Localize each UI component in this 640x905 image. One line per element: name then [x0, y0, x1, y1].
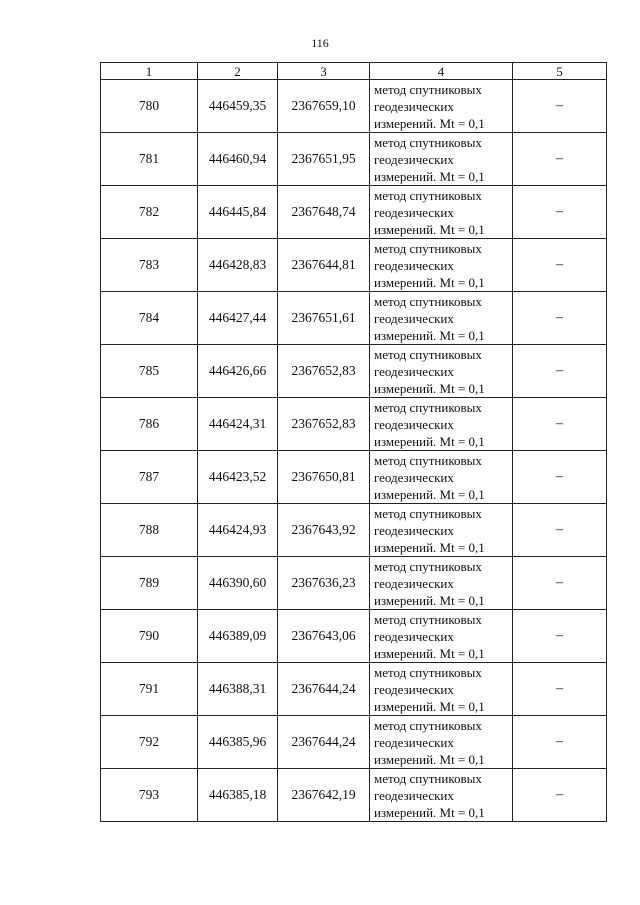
method-line: метод спутниковых: [374, 558, 482, 574]
method-cell: [370, 557, 513, 610]
method-line: измерений. Mt = 0,1: [374, 274, 485, 290]
x-coordinate-cell: 446427,44: [198, 292, 278, 345]
method-cell: [370, 186, 513, 239]
method-line: геодезических: [374, 628, 454, 644]
note-cell: –: [513, 292, 607, 345]
header-col-2: 2: [198, 63, 278, 80]
method-line: измерений. Mt = 0,1: [374, 380, 485, 396]
x-coordinate-cell: 446459,35: [198, 80, 278, 133]
method-line: геодезических: [374, 681, 454, 697]
header-col-1: 1: [101, 63, 198, 80]
method-line: измерений. Mt = 0,1: [374, 804, 485, 820]
method-cell: [370, 610, 513, 663]
table-row: [101, 716, 607, 769]
method-line: измерений. Mt = 0,1: [374, 115, 485, 131]
method-line: измерений. Mt = 0,1: [374, 221, 485, 237]
y-coordinate-cell: 2367648,74: [278, 186, 370, 239]
table-body: [101, 80, 607, 822]
y-coordinate-cell: 2367651,95: [278, 133, 370, 186]
x-coordinate-cell: 446385,96: [198, 716, 278, 769]
method-line: геодезических: [374, 522, 454, 538]
method-line: метод спутниковых: [374, 81, 482, 97]
point-number-cell: 785: [101, 345, 198, 398]
table-row: [101, 451, 607, 504]
table-row: [101, 769, 607, 822]
method-line: измерений. Mt = 0,1: [374, 751, 485, 767]
method-cell: [370, 133, 513, 186]
method-cell: [370, 239, 513, 292]
x-coordinate-cell: 446426,66: [198, 345, 278, 398]
method-line: измерений. Mt = 0,1: [374, 592, 485, 608]
point-number-cell: 788: [101, 504, 198, 557]
method-line: метод спутниковых: [374, 611, 482, 627]
method-line: измерений. Mt = 0,1: [374, 645, 485, 661]
y-coordinate-cell: 2367644,24: [278, 716, 370, 769]
note-cell: –: [513, 186, 607, 239]
point-number-cell: 784: [101, 292, 198, 345]
method-line: геодезических: [374, 151, 454, 167]
method-cell: [370, 716, 513, 769]
table-row: [101, 239, 607, 292]
method-line: метод спутниковых: [374, 187, 482, 203]
table-row: [101, 557, 607, 610]
x-coordinate-cell: 446389,09: [198, 610, 278, 663]
method-line: геодезических: [374, 416, 454, 432]
header-col-3: 3: [278, 63, 370, 80]
note-cell: –: [513, 716, 607, 769]
table-row: [101, 133, 607, 186]
point-number-cell: 791: [101, 663, 198, 716]
method-line: измерений. Mt = 0,1: [374, 327, 485, 343]
method-cell: [370, 451, 513, 504]
y-coordinate-cell: 2367651,61: [278, 292, 370, 345]
y-coordinate-cell: 2367644,81: [278, 239, 370, 292]
note-cell: –: [513, 80, 607, 133]
table-row: [101, 610, 607, 663]
method-cell: [370, 345, 513, 398]
point-number-cell: 786: [101, 398, 198, 451]
x-coordinate-cell: 446388,31: [198, 663, 278, 716]
method-line: геодезических: [374, 257, 454, 273]
coordinates-table: [100, 62, 607, 822]
method-line: геодезических: [374, 575, 454, 591]
method-line: геодезических: [374, 310, 454, 326]
y-coordinate-cell: 2367650,81: [278, 451, 370, 504]
y-coordinate-cell: 2367644,24: [278, 663, 370, 716]
y-coordinate-cell: 2367652,83: [278, 345, 370, 398]
method-cell: [370, 80, 513, 133]
method-line: метод спутниковых: [374, 452, 482, 468]
method-cell: [370, 769, 513, 822]
note-cell: –: [513, 663, 607, 716]
method-line: метод спутниковых: [374, 134, 482, 150]
x-coordinate-cell: 446385,18: [198, 769, 278, 822]
header-col-5: 5: [513, 63, 607, 80]
note-cell: –: [513, 398, 607, 451]
method-line: метод спутниковых: [374, 770, 482, 786]
point-number-cell: 789: [101, 557, 198, 610]
y-coordinate-cell: 2367652,83: [278, 398, 370, 451]
method-line: измерений. Mt = 0,1: [374, 539, 485, 555]
y-coordinate-cell: 2367659,10: [278, 80, 370, 133]
y-coordinate-cell: 2367643,92: [278, 504, 370, 557]
method-line: измерений. Mt = 0,1: [374, 168, 485, 184]
method-line: измерений. Mt = 0,1: [374, 486, 485, 502]
page-number: 116: [311, 36, 329, 50]
x-coordinate-cell: 446428,83: [198, 239, 278, 292]
x-coordinate-cell: 446424,31: [198, 398, 278, 451]
table-row: [101, 398, 607, 451]
table-row: [101, 80, 607, 133]
method-line: геодезических: [374, 363, 454, 379]
method-line: геодезических: [374, 98, 454, 114]
method-line: геодезических: [374, 204, 454, 220]
method-line: геодезических: [374, 734, 454, 750]
point-number-cell: 790: [101, 610, 198, 663]
method-line: геодезических: [374, 469, 454, 485]
note-cell: –: [513, 239, 607, 292]
method-line: метод спутниковых: [374, 240, 482, 256]
note-cell: –: [513, 504, 607, 557]
header-row: [101, 63, 607, 80]
method-line: метод спутниковых: [374, 505, 482, 521]
method-cell: [370, 292, 513, 345]
method-line: измерений. Mt = 0,1: [374, 433, 485, 449]
note-cell: –: [513, 451, 607, 504]
header-col-4: 4: [370, 63, 513, 80]
note-cell: –: [513, 557, 607, 610]
x-coordinate-cell: 446390,60: [198, 557, 278, 610]
point-number-cell: 793: [101, 769, 198, 822]
x-coordinate-cell: 446424,93: [198, 504, 278, 557]
note-cell: –: [513, 345, 607, 398]
y-coordinate-cell: 2367642,19: [278, 769, 370, 822]
table-row: [101, 663, 607, 716]
point-number-cell: 781: [101, 133, 198, 186]
point-number-cell: 782: [101, 186, 198, 239]
method-cell: [370, 398, 513, 451]
x-coordinate-cell: 446445,84: [198, 186, 278, 239]
method-line: метод спутниковых: [374, 664, 482, 680]
y-coordinate-cell: 2367643,06: [278, 610, 370, 663]
method-cell: [370, 663, 513, 716]
method-line: метод спутниковых: [374, 346, 482, 362]
method-line: метод спутниковых: [374, 717, 482, 733]
method-line: метод спутниковых: [374, 293, 482, 309]
point-number-cell: 792: [101, 716, 198, 769]
x-coordinate-cell: 446460,94: [198, 133, 278, 186]
note-cell: –: [513, 769, 607, 822]
method-line: метод спутниковых: [374, 399, 482, 415]
table-row: [101, 186, 607, 239]
point-number-cell: 780: [101, 80, 198, 133]
table-header: [101, 63, 607, 80]
point-number-cell: 783: [101, 239, 198, 292]
table-row: [101, 504, 607, 557]
method-line: измерений. Mt = 0,1: [374, 698, 485, 714]
table-row: [101, 292, 607, 345]
y-coordinate-cell: 2367636,23: [278, 557, 370, 610]
point-number-cell: 787: [101, 451, 198, 504]
note-cell: –: [513, 133, 607, 186]
method-cell: [370, 504, 513, 557]
method-line: геодезических: [374, 787, 454, 803]
x-coordinate-cell: 446423,52: [198, 451, 278, 504]
table-row: [101, 345, 607, 398]
note-cell: –: [513, 610, 607, 663]
